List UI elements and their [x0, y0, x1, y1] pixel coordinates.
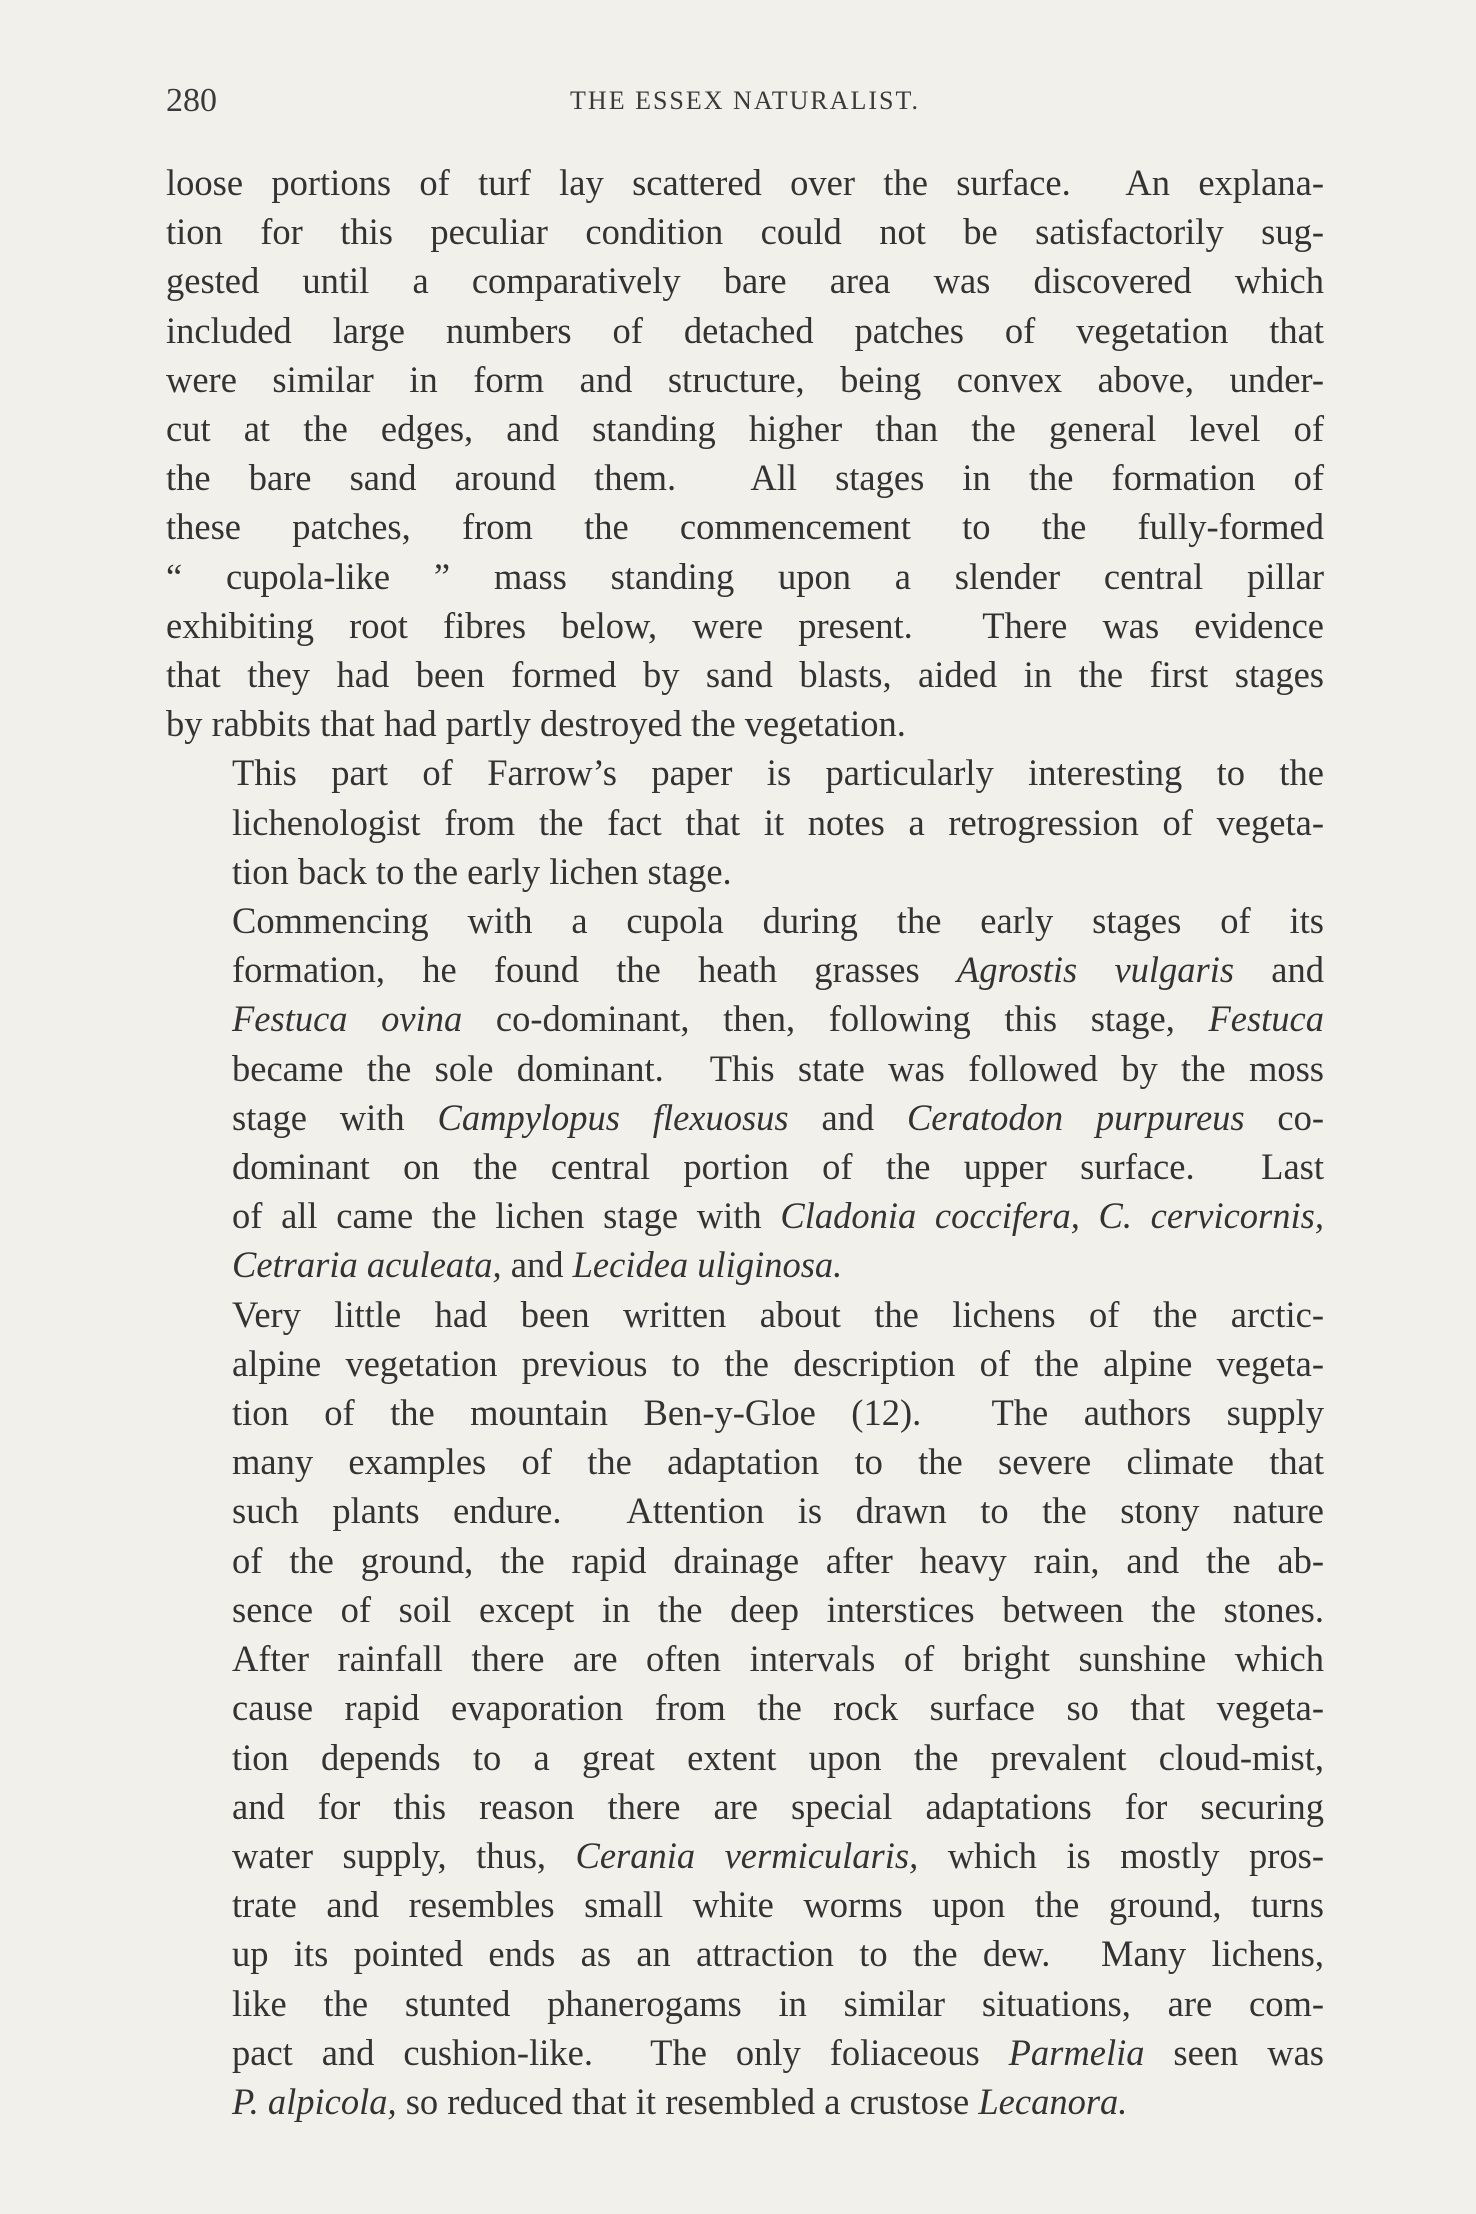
text-line	[166, 355, 1324, 404]
text-line	[166, 945, 1324, 994]
text-segment: dominant on the central portion of the upper surface. Last	[232, 1146, 1324, 1188]
text-line	[166, 404, 1324, 453]
text-line	[166, 1093, 1324, 1142]
text-line	[166, 1486, 1324, 1535]
text-line	[166, 1290, 1324, 1339]
italic-taxon: Festuca ovina	[232, 998, 463, 1040]
text-segment: alpine vegetation previous to the description of the alpine vegeta-	[232, 1342, 1324, 1384]
text-line	[166, 798, 1324, 847]
text-segment: pact and cushion-like. The only foliaceous	[232, 2031, 1009, 2073]
text-line	[166, 994, 1324, 1043]
text-segment: loose portions of turf lay scattered over the surface. An explana-	[166, 162, 1324, 203]
text-line	[166, 1585, 1324, 1634]
italic-taxon: Lecanora.	[978, 2080, 1128, 2122]
text-segment: lichenologist from the fact that it notes a retrogression of vegeta-	[232, 801, 1324, 843]
text-segment: exhibiting root fibres below, were present. There was evidence	[166, 604, 1324, 646]
text-segment: many examples of the adaptation to the severe climate that	[232, 1441, 1324, 1483]
text-line	[166, 1634, 1324, 1683]
text-segment: which is mostly pros-	[918, 1834, 1324, 1876]
text-segment: these patches, from the commencement to the fully-formed	[166, 506, 1324, 548]
text-segment: sence of soil except in the deep interstices between the stones.	[232, 1588, 1324, 1630]
text-segment: cut at the edges, and standing higher than the general level of	[166, 408, 1324, 450]
text-segment: the bare sand around them. All stages in the formation of	[166, 457, 1324, 499]
body-text	[166, 158, 1324, 2126]
page-header	[166, 82, 1324, 130]
text-segment: like the stunted phanerogams in similar situations, are com-	[232, 1982, 1324, 2024]
text-segment: stage with	[232, 1096, 438, 1138]
text-line	[166, 699, 1324, 748]
text-segment: and	[501, 1244, 573, 1286]
text-line	[166, 1437, 1324, 1486]
text-segment: water supply, thus,	[232, 1834, 576, 1876]
text-segment: Very little had been written about the lichens of the arctic-	[232, 1293, 1324, 1335]
text-line	[166, 2077, 1324, 2126]
text-segment: gested until a comparatively bare area was discovered which	[166, 260, 1324, 302]
text-line	[166, 1339, 1324, 1388]
text-line	[166, 256, 1324, 305]
text-line	[166, 552, 1324, 601]
text-line	[166, 1880, 1324, 1929]
text-line	[166, 306, 1324, 355]
text-line	[166, 1979, 1324, 2028]
text-segment: and	[788, 1096, 907, 1138]
text-segment: co-	[1244, 1096, 1325, 1138]
page-number: 280	[166, 82, 217, 119]
text-segment: cause rapid evaporation from the rock surface so that vegeta-	[232, 1687, 1324, 1729]
text-line	[166, 748, 1324, 797]
text-line	[166, 1142, 1324, 1191]
text-segment: tion depends to a great extent upon the prevalent cloud-mist,	[232, 1736, 1324, 1778]
text-line	[166, 1240, 1324, 1289]
text-segment: were similar in form and structure, being convex above, under-	[166, 358, 1324, 400]
italic-taxon: P. alpicola,	[232, 2080, 397, 2122]
text-segment: trate and resembles small white worms upon the ground, turns	[232, 1884, 1324, 1926]
text-segment: Commencing with a cupola during the early stages of its	[232, 900, 1324, 942]
text-segment: that they had been formed by sand blasts, aided in the first stages	[166, 654, 1324, 696]
text-segment: became the sole dominant. This state was followed by the moss	[232, 1047, 1324, 1089]
text-line	[166, 1782, 1324, 1831]
text-segment: such plants endure. Attention is drawn to the stony nature	[232, 1490, 1324, 1532]
text-line	[166, 1733, 1324, 1782]
text-line	[166, 1929, 1324, 1978]
text-segment: tion of the mountain Ben-y-Gloe (12). The authors supply	[232, 1392, 1324, 1434]
text-segment: “ cupola-like ” mass standing upon a slender central pillar	[166, 555, 1324, 597]
text-line	[166, 207, 1324, 256]
text-line	[166, 2028, 1324, 2077]
text-segment: co-dominant, then, following this stage,	[462, 998, 1209, 1040]
text-segment: up its pointed ends as an attraction to the dew. Many lichens,	[232, 1933, 1324, 1975]
text-segment: of all came the lichen stage with	[232, 1195, 781, 1237]
text-line	[166, 1683, 1324, 1732]
text-segment: tion back to the early lichen stage.	[232, 850, 732, 892]
italic-taxon: Ceratodon purpureus	[906, 1096, 1245, 1138]
text-line	[166, 1388, 1324, 1437]
text-segment: tion for this peculiar condition could not be satisfactorily sug-	[166, 211, 1324, 253]
paragraph	[166, 158, 1324, 748]
text-segment: by rabbits that had partly destroyed the vegetation.	[166, 703, 906, 745]
text-line	[166, 158, 1324, 207]
text-segment: After rainfall there are often intervals of bright sunshine which	[232, 1638, 1324, 1680]
text-line	[166, 1191, 1324, 1240]
running-head: THE ESSEX NATURALIST.	[570, 86, 920, 115]
text-line	[166, 896, 1324, 945]
text-line	[166, 1831, 1324, 1880]
italic-taxon: Lecidea uliginosa.	[572, 1244, 843, 1286]
italic-taxon: Campylopus flexuosus	[437, 1096, 789, 1138]
italic-taxon: Festuca	[1208, 998, 1324, 1040]
text-line	[166, 502, 1324, 551]
paragraph	[166, 748, 1324, 896]
italic-taxon: Cladonia coccifera, C. cervicornis,	[780, 1195, 1324, 1237]
text-line	[166, 453, 1324, 502]
text-segment: and	[1234, 949, 1325, 991]
text-segment: included large numbers of detached patches of vegetation that	[166, 309, 1324, 351]
text-line	[166, 650, 1324, 699]
italic-taxon: Cetraria aculeata,	[232, 1244, 502, 1286]
paragraph	[166, 896, 1324, 1290]
text-line	[166, 1044, 1324, 1093]
text-line	[166, 601, 1324, 650]
text-segment: seen was	[1144, 2031, 1324, 2073]
text-segment: so reduced that it resembled a crustose	[396, 2080, 979, 2122]
italic-taxon: Parmelia	[1008, 2031, 1145, 2073]
text-segment: This part of Farrow’s paper is particularly interesting to the	[232, 752, 1324, 794]
italic-taxon: Agrostis vulgaris	[956, 949, 1235, 991]
text-segment: of the ground, the rapid drainage after heavy rain, and the ab-	[232, 1539, 1324, 1581]
text-line	[166, 1536, 1324, 1585]
paragraph	[166, 1290, 1324, 2126]
text-segment: formation, he found the heath grasses	[232, 949, 957, 991]
text-segment: and for this reason there are special adaptations for securing	[232, 1785, 1324, 1827]
italic-taxon: Cerania vermicularis,	[575, 1834, 919, 1876]
text-line	[166, 847, 1324, 896]
